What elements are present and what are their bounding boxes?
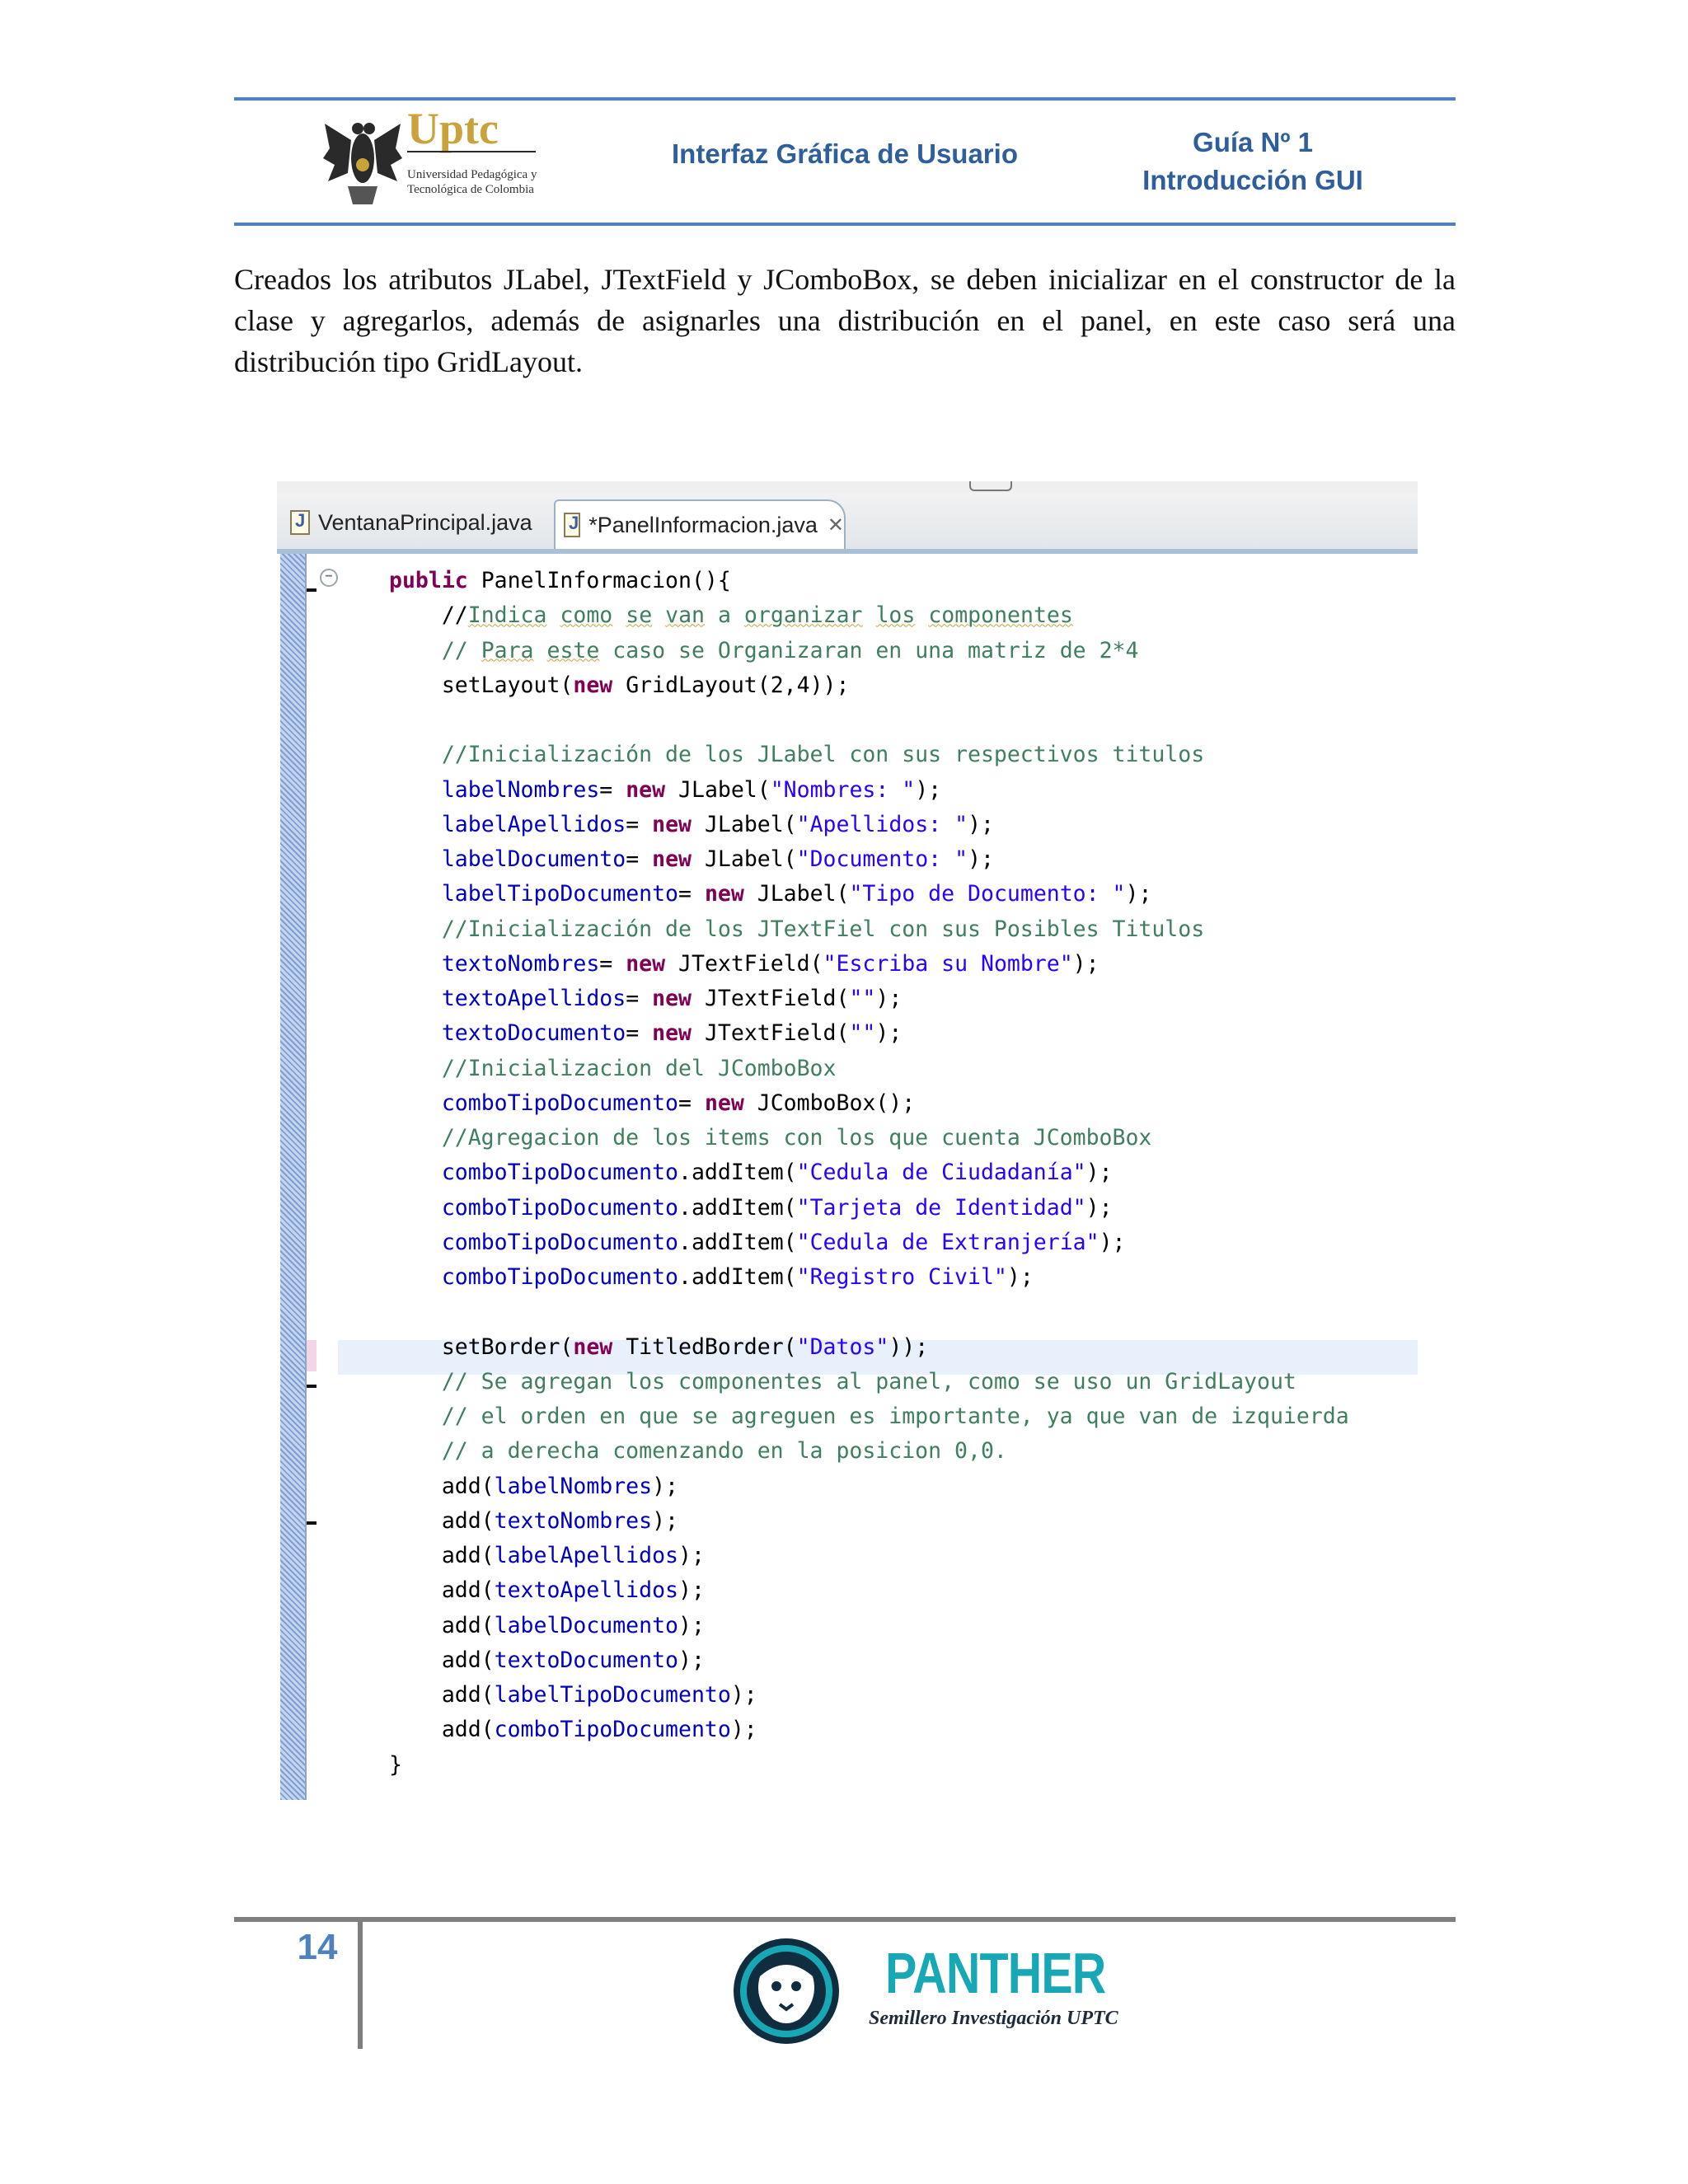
code-token: textoApellidos xyxy=(494,1577,679,1604)
code-line[interactable] xyxy=(389,1399,1349,1434)
uptc-subtitle-line-2: Tecnológica de Colombia xyxy=(407,183,534,196)
page-number: 14 xyxy=(297,1927,338,1967)
code-token: ); xyxy=(968,811,994,837)
footer-divider xyxy=(358,1917,363,2049)
code-token: //Inicialización de los JLabel con sus respectivos titulos xyxy=(389,742,1205,768)
code-token: add( xyxy=(389,1473,495,1499)
code-token: // el orden en que se agreguen es importante, ya que van de izquierda xyxy=(389,1404,1349,1429)
code-token: = xyxy=(599,950,626,977)
code-token: //Inicializacion del JComboBox xyxy=(389,1055,837,1081)
document-title: Interfaz Gráfica de Usuario xyxy=(672,138,1018,169)
code-token: comboTipoDocumento xyxy=(441,1090,679,1116)
code-token: "Datos" xyxy=(796,1333,889,1360)
code-token: textoNombres xyxy=(441,950,600,977)
tab-panel-informacion[interactable] xyxy=(554,499,846,549)
code-token: labelDocumento xyxy=(441,846,626,872)
code-token: ); xyxy=(1085,1160,1113,1186)
code-token: labelNombres xyxy=(494,1473,653,1499)
code-token: componentes xyxy=(928,602,1073,629)
change-marker xyxy=(307,588,316,592)
code-token: "Nombres: " xyxy=(770,776,916,803)
code-token: = xyxy=(626,846,653,872)
code-token: PanelInformacion(){ xyxy=(467,568,731,593)
code-token: ); xyxy=(678,1612,705,1638)
code-token: ); xyxy=(678,1577,705,1604)
code-token: .addItem( xyxy=(678,1229,797,1255)
code-token: ); xyxy=(1006,1264,1034,1290)
code-line[interactable] xyxy=(389,808,994,842)
code-line[interactable] xyxy=(389,1260,1034,1295)
code-token: JLabel( xyxy=(743,881,850,907)
code-token: ); xyxy=(875,986,903,1011)
code-token xyxy=(534,638,547,663)
code-line[interactable] xyxy=(389,1121,1151,1155)
editor-tab-strip xyxy=(277,481,1418,554)
code-line[interactable] xyxy=(389,1016,902,1051)
change-marker xyxy=(307,1385,316,1388)
header-rule-bottom xyxy=(234,223,1456,226)
code-token: = xyxy=(678,881,705,907)
code-token xyxy=(389,951,442,977)
code-token: add( xyxy=(389,1682,495,1708)
code-token: "" xyxy=(849,1020,876,1047)
code-token: //Inicialización de los JTextFiel con sus Posibles Titulos xyxy=(389,916,1205,942)
code-token: .addItem( xyxy=(678,1194,797,1221)
code-token: add( xyxy=(389,1647,495,1673)
code-token: ); xyxy=(730,1717,757,1743)
code-token: ); xyxy=(678,1647,705,1673)
code-token: = xyxy=(626,811,653,837)
uptc-subtitle-line-1: Universidad Pedagógica y xyxy=(407,168,537,181)
tab-label: *PanelInformacion.java xyxy=(588,512,818,537)
code-line[interactable] xyxy=(389,1504,678,1539)
code-token: new xyxy=(626,950,666,977)
code-token: textoApellidos xyxy=(441,986,626,1011)
code-token: como xyxy=(560,602,613,629)
code-token: ); xyxy=(1125,881,1152,907)
code-token xyxy=(389,1160,442,1185)
code-token xyxy=(389,881,442,907)
code-line[interactable] xyxy=(389,982,902,1016)
code-token xyxy=(612,602,626,628)
code-token: JTextField( xyxy=(692,986,850,1011)
code-token: = xyxy=(626,986,653,1011)
code-line[interactable] xyxy=(389,1713,757,1747)
guide-topic: Introducción GUI xyxy=(1142,165,1363,195)
code-token: comboTipoDocumento xyxy=(441,1229,679,1255)
code-token: new xyxy=(573,1333,613,1360)
code-token: JLabel( xyxy=(692,846,797,872)
code-token: ); xyxy=(1072,950,1100,977)
code-token: setLayout( xyxy=(389,672,574,698)
code-token: los xyxy=(875,602,916,629)
code-token: new xyxy=(704,881,744,907)
code-token: new xyxy=(652,811,692,837)
eagle-crest-icon xyxy=(323,123,402,204)
code-token: comboTipoDocumento xyxy=(441,1264,679,1290)
code-line[interactable] xyxy=(389,1643,705,1678)
code-line[interactable] xyxy=(389,1609,705,1643)
uptc-logo xyxy=(323,107,547,214)
code-token: ); xyxy=(652,1507,679,1534)
code-token: labelNombres xyxy=(441,776,600,803)
code-line[interactable] xyxy=(389,912,1204,947)
code-token: ); xyxy=(915,776,942,803)
code-token: ); xyxy=(652,1473,679,1499)
code-line[interactable] xyxy=(389,1678,757,1713)
code-token: add( xyxy=(389,1577,495,1604)
code-token: TitledBorder( xyxy=(612,1333,797,1360)
code-line[interactable] xyxy=(389,1191,1113,1226)
code-token: se xyxy=(626,602,653,629)
code-line[interactable] xyxy=(389,842,994,877)
code-token: = xyxy=(626,1020,653,1047)
code-token: public xyxy=(389,568,468,593)
code-line[interactable] xyxy=(389,668,849,703)
code-token: // Se agregan los componentes al panel, como se uso un GridLayout xyxy=(389,1368,1296,1394)
brand-subtitle: Semillero Investigación UPTC xyxy=(869,2008,1118,2029)
code-token: add( xyxy=(389,1543,495,1568)
code-token: JTextField( xyxy=(692,1020,850,1047)
code-token: "Documento: " xyxy=(796,846,968,872)
java-file-icon xyxy=(290,510,310,535)
code-line[interactable] xyxy=(389,634,1138,668)
code-line[interactable] xyxy=(389,1226,1125,1260)
code-token: labelTipoDocumento xyxy=(441,881,679,907)
code-token: caso se Organizaran en una matriz de 2*4 xyxy=(599,637,1139,663)
code-token xyxy=(389,1230,442,1255)
tab-ventana-principal[interactable] xyxy=(282,499,546,546)
code-token: JComboBox(); xyxy=(743,1090,916,1116)
code-token xyxy=(705,602,718,628)
code-line[interactable] xyxy=(389,773,941,808)
code-line[interactable] xyxy=(389,1155,1113,1190)
code-token: "Cedula de Extranjería" xyxy=(796,1229,1100,1255)
code-token: labelApellidos xyxy=(441,811,626,837)
code-token: } xyxy=(389,1751,402,1778)
code-token: ); xyxy=(1085,1194,1113,1221)
code-token: setBorder( xyxy=(389,1333,574,1360)
code-token xyxy=(389,1090,442,1116)
code-token: JTextField( xyxy=(665,950,823,977)
code-token: comboTipoDocumento xyxy=(441,1194,679,1221)
code-token: )); xyxy=(889,1333,929,1360)
intro-paragraph: Creados los atributos JLabel, JTextField y JComboBox, se deben inicializar en el constructor de la clase y agregarlos, además de asignarles una distribución en el panel, en este caso será una distribución tipo GridLayout. xyxy=(234,263,1456,378)
code-token: "" xyxy=(849,986,876,1011)
code-line[interactable] xyxy=(389,1539,705,1573)
code-line[interactable] xyxy=(389,1086,915,1121)
code-token: textoDocumento xyxy=(441,1020,626,1047)
panther-head-icon xyxy=(734,1938,839,2044)
brand-name: PANTHER xyxy=(885,1941,1106,2005)
code-token: ); xyxy=(730,1682,757,1708)
code-token: a xyxy=(717,602,731,629)
close-tab-icon[interactable]: ✕ xyxy=(827,513,844,537)
code-token: organizar xyxy=(743,602,863,629)
code-token: "Registro Civil" xyxy=(796,1264,1007,1290)
footer-rule xyxy=(234,1917,1456,1922)
code-token: GridLayout(2,4)); xyxy=(612,672,850,698)
code-token: "Apellidos: " xyxy=(796,811,968,837)
code-line[interactable] xyxy=(389,947,1100,982)
code-token xyxy=(389,812,442,837)
code-token xyxy=(546,602,560,628)
code-line[interactable] xyxy=(389,1330,928,1365)
code-token: ); xyxy=(678,1543,705,1568)
code-token xyxy=(389,1264,442,1290)
code-token: //Agregacion de los items con los que cuenta JComboBox xyxy=(389,1125,1152,1151)
overview-ruler xyxy=(280,554,307,1800)
code-token xyxy=(389,846,442,872)
guide-info xyxy=(1104,124,1401,199)
code-token: JLabel( xyxy=(665,776,771,803)
code-token xyxy=(863,602,876,628)
code-token: labelDocumento xyxy=(494,1612,679,1638)
code-token: add( xyxy=(389,1717,495,1743)
code-token: van xyxy=(665,602,705,629)
code-token: new xyxy=(652,846,692,872)
code-token: Para xyxy=(481,637,534,663)
code-token: "Cedula de Ciudadanía" xyxy=(796,1160,1086,1186)
code-token: comboTipoDocumento xyxy=(441,1160,679,1186)
fold-collapse-icon[interactable]: − xyxy=(320,569,338,587)
code-token: new xyxy=(573,672,613,698)
code-token: // xyxy=(389,602,468,629)
code-line[interactable] xyxy=(389,564,731,598)
code-token: labelTipoDocumento xyxy=(494,1682,731,1708)
code-token xyxy=(731,602,744,628)
code-token: comboTipoDocumento xyxy=(494,1717,731,1743)
code-line[interactable] xyxy=(389,1434,1007,1469)
code-line[interactable] xyxy=(389,1573,705,1608)
code-token: "Tipo de Documento: " xyxy=(849,881,1126,907)
code-line[interactable] xyxy=(389,877,1151,912)
code-token: ); xyxy=(1099,1229,1126,1255)
code-line[interactable] xyxy=(389,1469,678,1504)
code-token: new xyxy=(652,1020,692,1047)
code-token xyxy=(652,602,665,628)
code-token xyxy=(915,602,928,628)
code-token: add( xyxy=(389,1507,495,1534)
tab-label: VentanaPrincipal.java xyxy=(318,509,532,535)
code-token: .addItem( xyxy=(678,1160,797,1186)
uptc-wordmark: Uptc xyxy=(407,107,499,153)
code-token: textoDocumento xyxy=(494,1647,679,1673)
code-token xyxy=(389,777,442,803)
code-token: // xyxy=(389,637,481,663)
ide-screenshot xyxy=(277,481,1418,1800)
code-line[interactable] xyxy=(389,1052,836,1086)
code-token: new xyxy=(704,1090,744,1116)
toolbar-handle-icon xyxy=(969,481,1012,491)
code-token: ); xyxy=(875,1020,903,1047)
change-marker xyxy=(307,1340,316,1371)
code-token: new xyxy=(626,776,666,803)
code-token xyxy=(389,1020,442,1046)
code-token xyxy=(389,986,442,1011)
java-file-icon xyxy=(564,513,580,537)
code-token: = xyxy=(678,1090,705,1116)
code-token: = xyxy=(599,776,626,803)
code-line[interactable] xyxy=(389,598,1073,633)
code-line[interactable] xyxy=(389,1365,1296,1399)
code-token: ); xyxy=(968,846,994,872)
code-token: "Escriba su Nombre" xyxy=(823,950,1073,977)
code-token: new xyxy=(652,986,692,1011)
header-rule-top xyxy=(234,97,1456,101)
code-token: add( xyxy=(389,1612,495,1638)
code-token: JLabel( xyxy=(692,811,797,837)
code-token xyxy=(389,1195,442,1221)
code-line[interactable] xyxy=(389,738,1204,772)
code-token: "Tarjeta de Identidad" xyxy=(796,1194,1086,1221)
code-token: textoNombres xyxy=(494,1507,653,1534)
code-token: .addItem( xyxy=(678,1264,797,1290)
code-line[interactable] xyxy=(389,1748,402,1783)
code-token: labelApellidos xyxy=(494,1543,679,1568)
code-token: // a derecha comenzando en la posicion 0,0. xyxy=(389,1438,1007,1465)
code-token: este xyxy=(546,637,600,663)
change-marker xyxy=(307,1521,316,1525)
guide-number: Guía Nº 1 xyxy=(1193,127,1313,157)
code-token: Indica xyxy=(467,602,547,629)
